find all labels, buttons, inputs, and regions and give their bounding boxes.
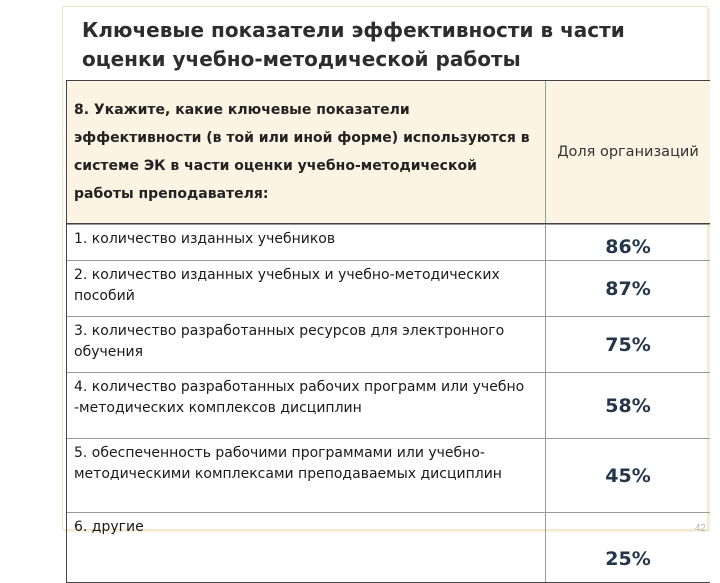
- slide-title: Ключевые показатели эффективности в части оценки учебно-методической работы: [82, 18, 625, 71]
- row-label: 5. обеспеченность рабочими программами или учебно-методическими комплексами преподаваемых дисциплин: [67, 439, 546, 512]
- table-row: [67, 438, 710, 512]
- row-label: 6. другие: [67, 513, 546, 582]
- table-row: [67, 260, 710, 316]
- header-share: Доля организаций: [546, 81, 710, 223]
- row-label: 4. количество разработанных рабочих программ или учебно -методических комплексов дисциплин: [67, 373, 546, 438]
- table-row: [67, 372, 710, 438]
- indicators-table: [66, 80, 710, 583]
- table-row: [67, 316, 710, 372]
- header-question: 8. Укажите, какие ключевые показатели эффективности (в той или иной форме) используются в системе ЭК в части оценки учебно-методической работы преподавателя:: [67, 81, 546, 223]
- row-value: 75%: [605, 333, 651, 356]
- page-number: 42: [694, 523, 706, 534]
- row-value: 25%: [605, 548, 651, 570]
- row-value: 86%: [605, 235, 651, 258]
- row-value: 58%: [605, 394, 651, 417]
- row-label: 1. количество изданных учебников: [67, 225, 546, 260]
- row-label: 3. количество разработанных ресурсов для электронного обучения: [67, 317, 546, 372]
- table-row: [67, 224, 710, 260]
- row-label: 2. количество изданных учебных и учебно-методических пособий: [67, 261, 546, 316]
- table-header: [67, 81, 710, 224]
- row-value: 45%: [605, 464, 651, 487]
- row-value: 87%: [605, 277, 651, 300]
- table-row: [67, 512, 710, 582]
